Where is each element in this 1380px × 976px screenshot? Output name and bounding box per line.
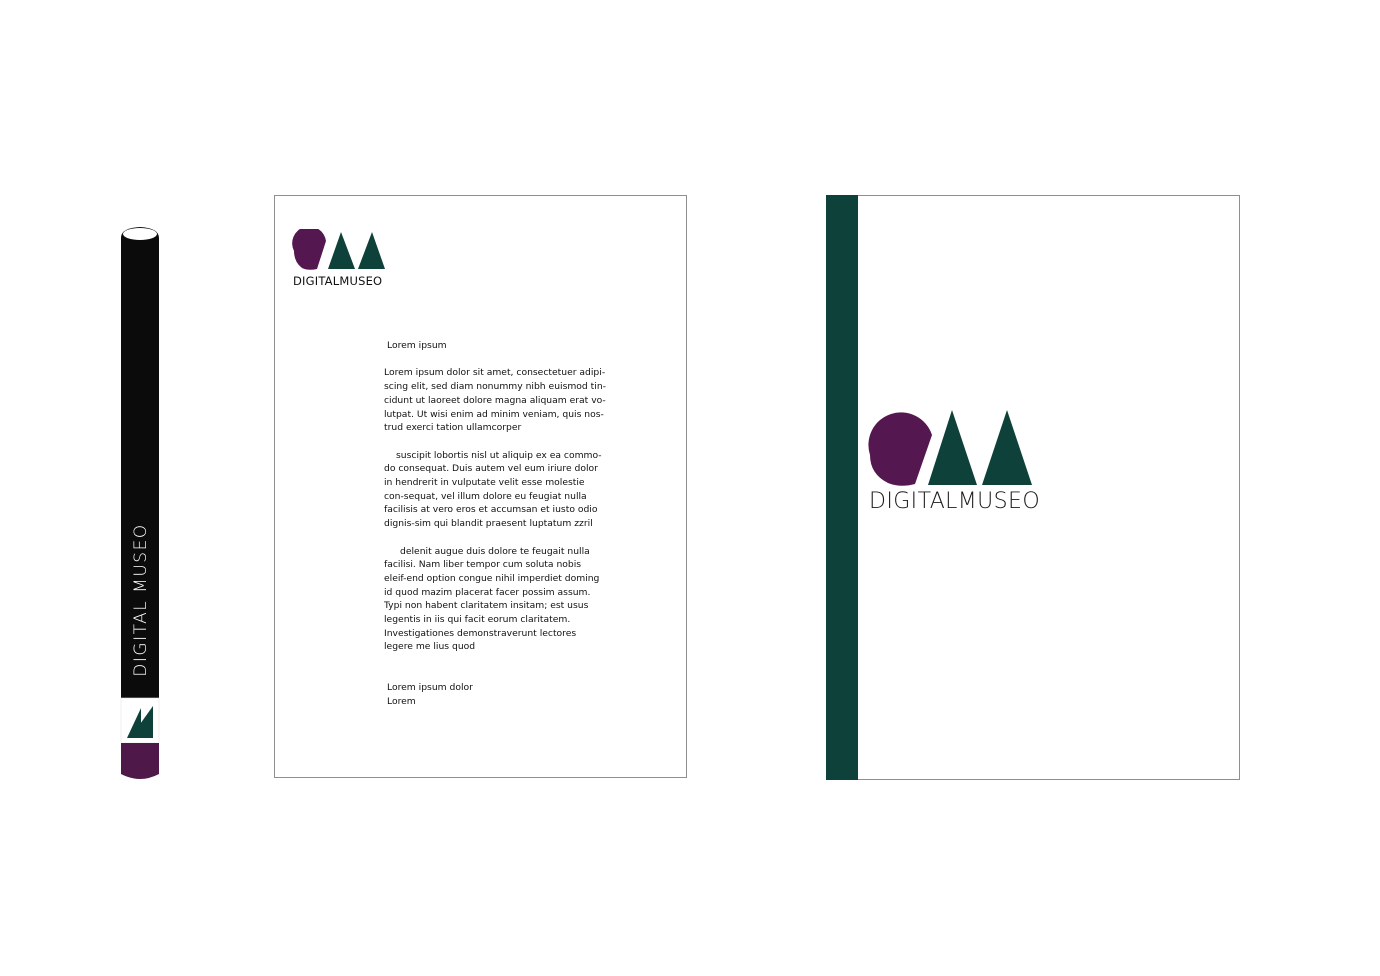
logo-circle-shape xyxy=(292,229,326,270)
letterhead-logo-text: DIGITALMUSEO xyxy=(293,274,383,288)
pencil-cap xyxy=(123,228,157,240)
folder-spine xyxy=(826,195,858,780)
pencil-eraser-end xyxy=(121,743,159,779)
cover-logo-text: DIGITALMUSEO xyxy=(869,489,1041,514)
letter-paragraph-2: suscipit lobortis nisl ut aliquip ex ea commo-do consequat. Duis autem vel eum iriure dolor in hendrerit in vulputate velit esse molestie con-sequat, vel illum dolore eu feugiat nulla facilisis at vero eros et accumsan et iusto odio dignis-sim qui blandit praesent luptatum zzril xyxy=(384,449,602,530)
letter-paragraph-3: delenit augue duis dolore te feugait nulla facilisi. Nam liber tempor cum soluta nobis eleif-end option congue nihil imperdiet doming id quod mazim placerat facer possim assum. Typi non habent claritatem insitam; est usus legentis in iis qui facit eorum claritatem. Investigationes demonstraverunt lectores legere me lius quod xyxy=(384,545,600,653)
letter-closing xyxy=(387,681,606,708)
letter-heading: Lorem ipsum xyxy=(387,340,447,351)
letterhead-body xyxy=(384,339,606,709)
logo-circle-shape xyxy=(868,412,932,485)
letter-paragraph-1: Lorem ipsum dolor sit amet, consectetuer adipi-scing elit, sed diam nonummy nibh euismod tin-cidunt ut laoreet dolore magna aliquam erat vo-lutpat. Ut wisi enim ad minim veniam, quis nos-trud exerci tation ullamcorper xyxy=(384,367,606,434)
logo-triangle-right xyxy=(982,410,1032,485)
pencil-illustration xyxy=(118,220,162,785)
logo-triangle-left xyxy=(928,410,977,485)
letter-closing-line-1: Lorem ipsum dolor xyxy=(387,682,473,694)
branded-pencil xyxy=(118,220,162,785)
letter-closing-line-2: Lorem xyxy=(387,695,416,707)
logo-triangle-left xyxy=(328,232,355,269)
pencil-brand-text: DIGITAL MUSEO xyxy=(131,523,151,677)
letterhead-logo-mark xyxy=(292,229,388,273)
folder-cover xyxy=(826,195,1240,780)
logo-triangle-right xyxy=(358,232,385,269)
letterhead-page xyxy=(274,195,687,778)
cover-logo-mark xyxy=(868,408,1034,490)
